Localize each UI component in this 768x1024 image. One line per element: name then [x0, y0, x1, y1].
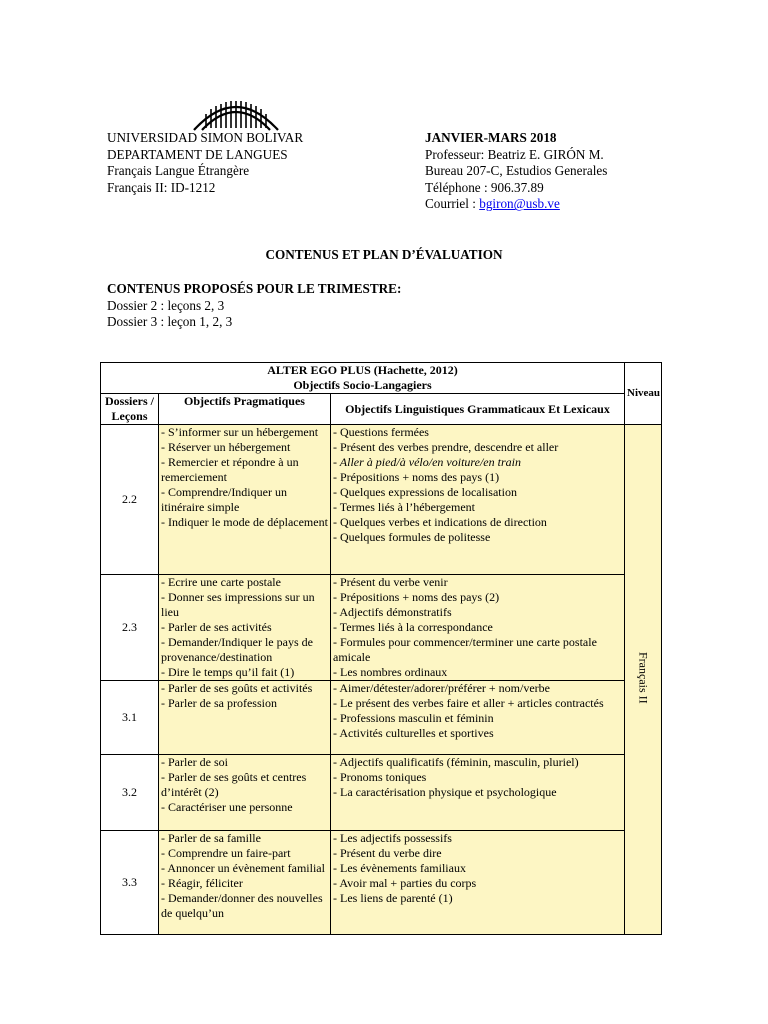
- list-item: - Ecrire une carte postale: [161, 575, 281, 589]
- niveau-cell: [625, 425, 662, 935]
- list-item: - Questions fermées: [333, 425, 429, 439]
- list-item: - Quelques expressions de localisation: [333, 485, 517, 499]
- university-name: UNIVERSIDAD SIMON BOLIVAR: [107, 130, 304, 145]
- contents-section: [107, 281, 401, 331]
- list-item: - Parler de ses activités: [161, 620, 272, 634]
- list-item: - Réserver un hébergement: [161, 440, 291, 454]
- list-item: - Prépositions + noms des pays (2): [333, 590, 500, 604]
- lesson-number: 3.2: [101, 755, 159, 831]
- list-item: - Réagir, féliciter: [161, 876, 243, 890]
- lesson-number: 2.3: [101, 575, 159, 681]
- table-row: [101, 831, 662, 935]
- list-item: - Comprendre/Indiquer un itinéraire simple: [161, 485, 287, 514]
- lesson-number: 3.1: [101, 681, 159, 755]
- list-item: - Parler de sa famille: [161, 831, 261, 845]
- phone-number: Téléphone : 906.37.89: [425, 179, 544, 195]
- list-item: - Quelques verbes et indications de direction: [333, 515, 547, 529]
- institution-block: [107, 130, 303, 196]
- email-line: [425, 196, 607, 213]
- professor-name: Professeur: Beatriz E. GIRÓN M.: [425, 146, 604, 162]
- page-title: CONTENUS ET PLAN D’ÉVALUATION: [265, 247, 503, 262]
- list-item: - Présent du verbe venir: [333, 575, 448, 589]
- linguistic-objectives: [331, 755, 625, 831]
- list-item: - Parler de ses goûts et activités: [161, 681, 313, 695]
- program-name: Français Langue Étrangère: [107, 163, 250, 179]
- lesson-number: 2.2: [101, 425, 159, 575]
- table-row: [101, 425, 662, 575]
- niveau-value: Français II: [636, 651, 651, 704]
- table-row: [101, 681, 662, 755]
- list-item: - Donner ses impressions sur un lieu: [161, 590, 315, 619]
- list-item: - Formules pour commencer/terminer une carte postale amicale: [333, 635, 597, 664]
- pragmatic-header: Objectifs Pragmatiques: [159, 394, 331, 425]
- list-item: - Présent du verbe dire: [333, 846, 442, 860]
- list-item: - S’informer sur un hébergement: [161, 425, 319, 439]
- list-item: - Professions masculin et féminin: [333, 711, 494, 725]
- list-item: - Prépositions + noms des pays (1): [333, 470, 500, 484]
- list-item: - Dire le temps qu’il fait (1): [161, 665, 295, 679]
- niveau-header: Niveau: [625, 363, 662, 425]
- list-item: - Pronoms toniques: [333, 770, 427, 784]
- department-name: DEPARTAMENT DE LANGUES: [107, 146, 288, 162]
- list-item: - Les liens de parenté (1): [333, 891, 453, 905]
- list-item: - Termes liés à l’hébergement: [333, 500, 475, 514]
- email-link[interactable]: bgiron@usb.ve: [479, 196, 560, 212]
- list-item: - Parler de sa profession: [161, 696, 277, 710]
- contents-heading: CONTENUS PROPOSÉS POUR LE TRIMESTRE:: [107, 281, 402, 296]
- linguistic-objectives: [331, 425, 625, 575]
- list-item: - Quelques formules de politesse: [333, 530, 491, 544]
- linguistic-objectives: [331, 681, 625, 755]
- list-item: - Annoncer un évènement familial: [161, 861, 325, 875]
- evaluation-table: [100, 362, 662, 935]
- contents-line: Dossier 2 : leçons 2, 3: [107, 297, 225, 313]
- list-item: - Les évènements familiaux: [333, 861, 466, 875]
- list-item: - Adjectifs démonstratifs: [333, 605, 452, 619]
- list-item: - Indiquer le mode de déplacement: [161, 515, 328, 529]
- table-row: [101, 575, 662, 681]
- linguistic-objectives: [331, 575, 625, 681]
- office-location: Bureau 207-C, Estudios Generales: [425, 163, 608, 179]
- objectives-group-title: Objectifs Socio-Langagiers: [293, 378, 432, 392]
- pragmatic-objectives: [159, 831, 331, 935]
- table-book-header: [101, 363, 625, 394]
- table-row: [101, 755, 662, 831]
- list-item: - Présent des verbes prendre, descendre et aller: [333, 440, 559, 454]
- list-item: - Parler de soi: [161, 755, 228, 769]
- contents-line: Dossier 3 : leçon 1, 2, 3: [107, 314, 233, 330]
- list-item: - Demander/Indiquer le pays de provenance/destination: [161, 635, 313, 664]
- list-item: - Aimer/détester/adorer/préférer + nom/verbe: [333, 681, 550, 695]
- term-period: JANVIER-MARS 2018: [425, 130, 557, 145]
- pragmatic-objectives: [159, 425, 331, 575]
- dossiers-header: Dossiers / Leçons: [101, 394, 159, 425]
- lesson-number: 3.3: [101, 831, 159, 935]
- list-item: - Les nombres ordinaux: [333, 665, 448, 679]
- list-item: - Les adjectifs possessifs: [333, 831, 452, 845]
- list-item: - Termes liés à la correspondance: [333, 620, 493, 634]
- book-title: ALTER EGO PLUS (Hachette, 2012): [267, 363, 458, 377]
- pragmatic-objectives: [159, 575, 331, 681]
- list-item: - Avoir mal + parties du corps: [333, 876, 477, 890]
- list-item: - Adjectifs qualificatifs (féminin, masculin, pluriel): [333, 755, 579, 769]
- list-item: - La caractérisation physique et psychologique: [333, 785, 557, 799]
- list-item: - Parler de ses goûts et centres d’intérêt (2): [161, 770, 307, 799]
- list-item: - Demander/donner des nouvelles de quelqu’un: [161, 891, 323, 920]
- professor-block: [425, 130, 607, 213]
- list-item: - Comprendre un faire-part: [161, 846, 291, 860]
- list-item: - Remercier et répondre à un remerciement: [161, 455, 299, 484]
- course-code: Français II: ID-1212: [107, 179, 216, 195]
- pragmatic-objectives: [159, 755, 331, 831]
- pragmatic-objectives: [159, 681, 331, 755]
- list-item: - Aller à pied/à vélo/en voiture/en train: [333, 455, 521, 469]
- linguistic-header: Objectifs Linguistiques Grammaticaux Et Lexicaux: [331, 394, 625, 425]
- list-item: - Le présent des verbes faire et aller + articles contractés: [333, 696, 604, 710]
- linguistic-objectives: [331, 831, 625, 935]
- list-item: - Activités culturelles et sportives: [333, 726, 494, 740]
- university-logo-icon: [190, 92, 282, 132]
- email-label: Courriel :: [425, 196, 480, 212]
- list-item: - Caractériser une personne: [161, 800, 293, 814]
